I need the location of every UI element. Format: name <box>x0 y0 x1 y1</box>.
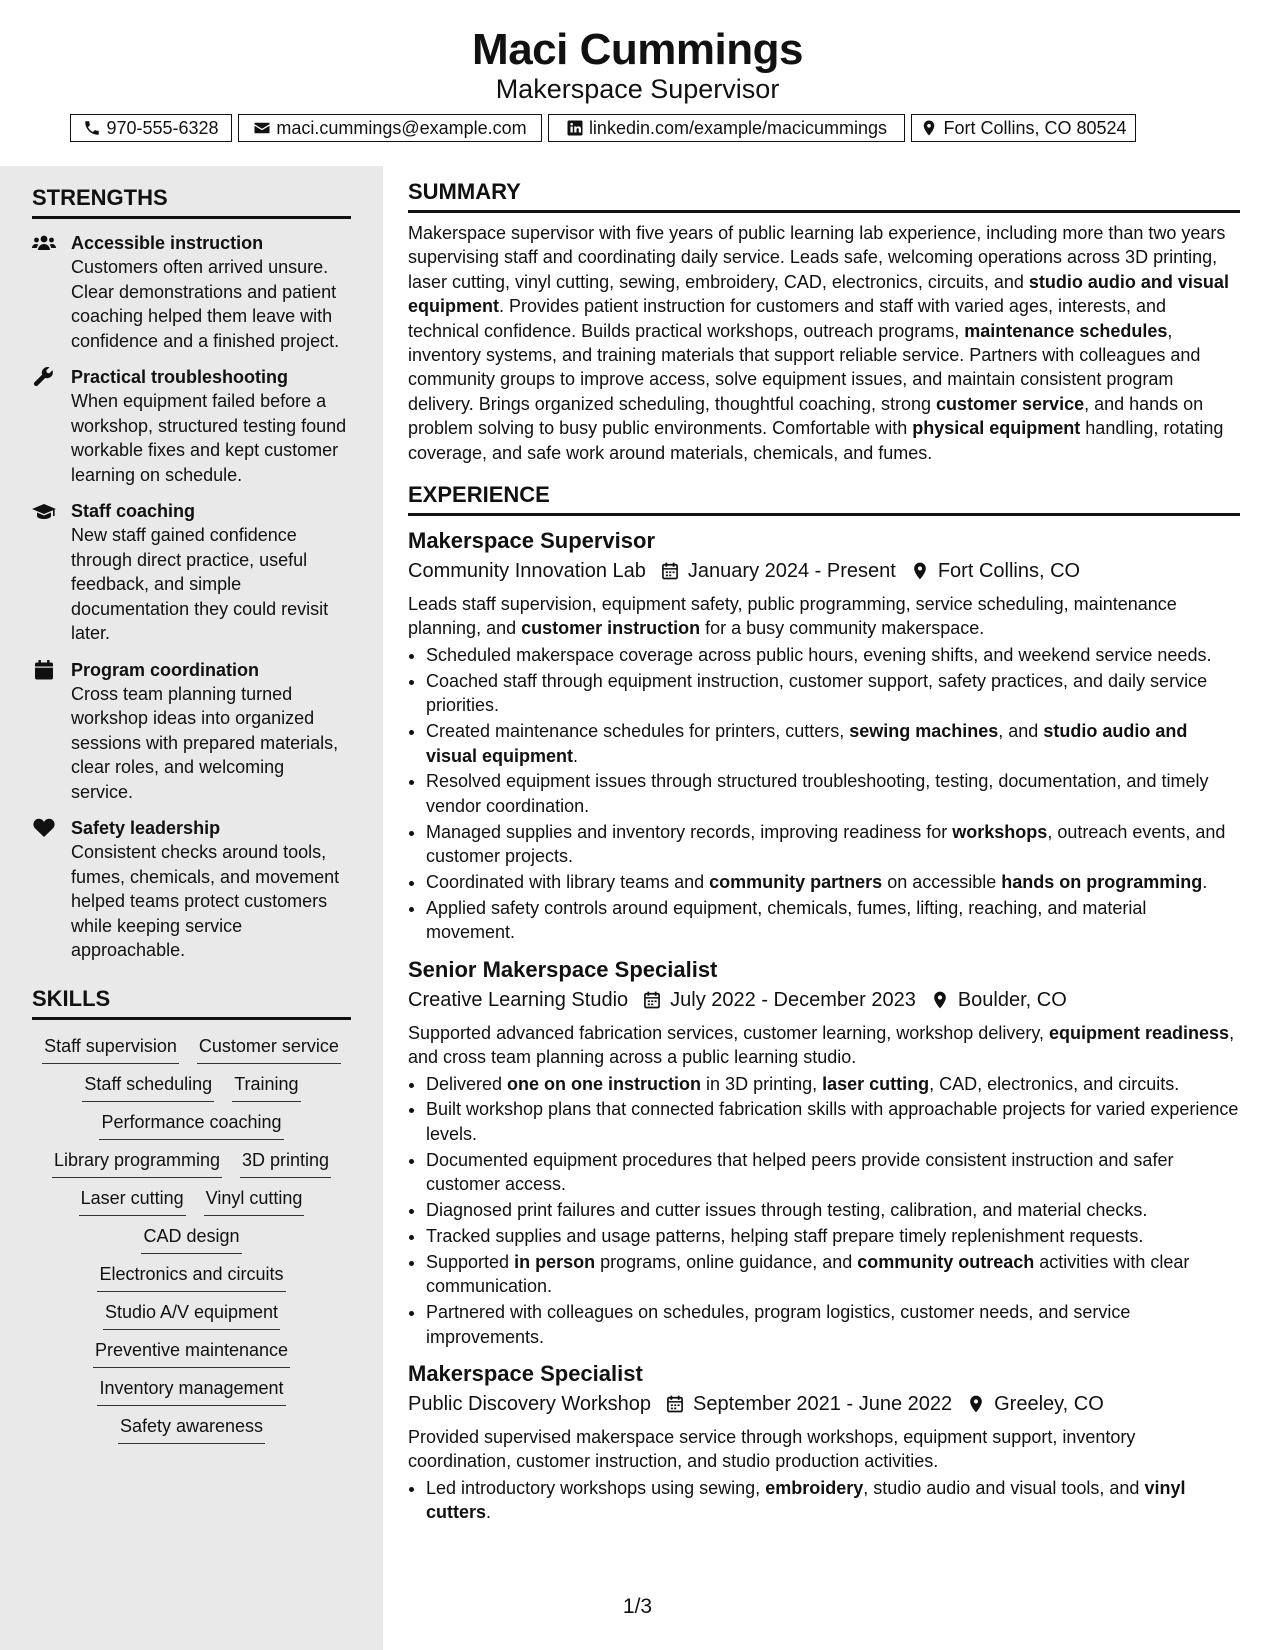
bold-text: customer service <box>936 393 1085 414</box>
text-run: programs, online guidance, and <box>595 1251 858 1272</box>
contact-phone[interactable] <box>70 114 232 142</box>
heart-icon <box>32 818 56 838</box>
bullet-item <box>426 820 1240 869</box>
text-run: for a busy community makerspace. <box>700 618 985 639</box>
contact-location <box>911 114 1136 142</box>
text-run: Supported <box>426 1251 515 1272</box>
strength-title: Program coordination <box>71 659 260 680</box>
skill-tag: Training <box>232 1072 300 1102</box>
bullet-item <box>426 1300 1240 1349</box>
job-title: Makerspace Supervisor <box>408 528 656 554</box>
bullet-item <box>426 1198 1240 1222</box>
candidate-title: Makerspace Supervisor <box>495 74 780 104</box>
text-run: Managed supplies and inventory records, improving readiness for <box>426 821 953 842</box>
skill-tag: Performance coaching <box>99 1110 283 1140</box>
bold-text: equipment readiness <box>1049 1022 1230 1043</box>
job-company: Community Innovation Lab <box>408 560 646 583</box>
calendar-icon <box>665 1394 685 1414</box>
strength-title: Staff coaching <box>71 501 196 521</box>
page-number: 1/3 <box>622 1595 653 1618</box>
skill-tag: 3D printing <box>240 1148 331 1178</box>
calendar-icon <box>32 660 56 680</box>
bold-text: community outreach <box>857 1251 1035 1272</box>
job-location: Boulder, CO <box>957 988 1067 1011</box>
skill-tag: Preventive maintenance <box>93 1338 290 1368</box>
bullet-item <box>426 719 1240 768</box>
strength-desc: Cross team planning turned workshop ideas into organized sessions with prepared materials, clear roles, and welcoming service. <box>71 683 339 802</box>
bullet-item <box>426 1250 1240 1299</box>
bold-text: workshops <box>952 821 1048 842</box>
text-run: Created maintenance schedules for printers, cutters, <box>426 721 850 742</box>
contact-bar <box>0 114 1275 144</box>
job-bullets <box>408 643 1240 945</box>
bold-text: physical equipment <box>912 418 1081 439</box>
strength-title: Practical troubleshooting <box>71 367 289 387</box>
skill-tag: CAD design <box>141 1224 241 1254</box>
job-bullets <box>408 1476 1240 1525</box>
strength-item <box>32 658 351 805</box>
strengths-heading: STRENGTHS <box>32 184 351 219</box>
job-meta <box>408 1390 1240 1418</box>
skill-tag: Studio A/V equipment <box>103 1300 280 1330</box>
job-meta <box>408 557 1240 585</box>
bold-text: vinyl cutters <box>426 1477 1186 1523</box>
wrench-icon <box>32 367 56 387</box>
strength-item <box>32 365 351 487</box>
map-pin-icon <box>966 1394 986 1414</box>
bullet-item <box>426 669 1240 718</box>
bold-text: customer instruction <box>521 618 701 639</box>
text-run: in 3D printing, <box>701 1073 823 1094</box>
job-meta <box>408 986 1240 1014</box>
bold-text: laser cutting <box>822 1073 930 1094</box>
job-bullets <box>408 1072 1240 1349</box>
bullet-item <box>426 643 1240 667</box>
main-column <box>408 178 1240 1525</box>
text-run: , and hands on problem solving to busy public environments. Comfortable with <box>408 393 1204 439</box>
text-run: Led introductory workshops using sewing, <box>426 1477 766 1498</box>
bullet-item <box>426 1148 1240 1197</box>
text-run: Resolved equipment issues through structured troubleshooting, testing, documentation, and timely vendor coordination. <box>426 771 1209 816</box>
job-description <box>408 1425 1240 1474</box>
job-location: Greeley, CO <box>994 1393 1104 1416</box>
bullet-item <box>426 1072 1240 1096</box>
strength-item <box>32 231 351 353</box>
skill-tag: Laser cutting <box>79 1186 186 1216</box>
job-location: Fort Collins, CO <box>937 560 1081 583</box>
bullet-item <box>426 1476 1240 1525</box>
text-run: Scheduled makerspace coverage across public hours, evening shifts, and weekend service needs. <box>426 644 1212 665</box>
strength-title: Safety leadership <box>71 818 221 838</box>
text-run: Partnered with colleagues on schedules, program logistics, customer needs, and service improvements. <box>426 1302 1131 1347</box>
users-icon <box>32 233 56 253</box>
skill-tag: Inventory management <box>97 1376 285 1406</box>
contact-phone-text: 970-555-6328 <box>106 117 219 138</box>
phone-icon <box>83 119 101 137</box>
summary-heading: SUMMARY <box>408 178 1240 213</box>
text-run: Applied safety controls around equipment, chemicals, fumes, lifting, reaching, and material movement. <box>426 897 1147 943</box>
skill-tag: Customer service <box>197 1034 341 1064</box>
linkedin-icon <box>566 119 584 137</box>
candidate-name: Maci Cummings <box>472 25 803 74</box>
text-run: . <box>486 1502 492 1523</box>
strength-item <box>32 816 351 963</box>
contact-email-text: maci.cummings@example.com <box>276 117 527 138</box>
text-run: Leads staff supervision, equipment safety, public programming, service scheduling, maintenance planning, and <box>408 594 1177 639</box>
contact-location-text: Fort Collins, CO 80524 <box>943 117 1127 138</box>
text-run: . Provides patient instruction for customers and staff with varied ages, interests, and technical confidence. Builds practical workshops, outreach programs, <box>408 296 1167 341</box>
text-run: Diagnosed print failures and cutter issues through testing, calibration, and material checks. <box>426 1200 1148 1221</box>
bullet-item <box>426 896 1240 945</box>
skill-tag: Staff scheduling <box>82 1072 214 1102</box>
bullet-item <box>426 769 1240 818</box>
strength-desc: When equipment failed before a workshop, structured testing found workable fixes and kept customer learning on schedule. <box>71 391 347 485</box>
bullet-item <box>426 1097 1240 1146</box>
bold-text: sewing machines <box>849 721 999 742</box>
strength-desc: New staff gained confidence through direct practice, useful feedback, and simple documentation they could revisit later. <box>71 525 329 643</box>
job-company: Creative Learning Studio <box>408 988 629 1011</box>
bullet-item <box>426 1224 1240 1248</box>
envelope-icon <box>253 119 271 137</box>
job-entry <box>408 526 1240 945</box>
skill-tag: Electronics and circuits <box>97 1262 285 1292</box>
map-pin-icon <box>930 990 950 1010</box>
job-entry <box>408 1359 1240 1525</box>
text-run: , outreach events, and customer projects. <box>426 821 1226 867</box>
strength-desc: Customers often arrived unsure. Clear demonstrations and patient coaching helped them leave with confidence and a finished project. <box>71 257 340 351</box>
bold-text: one on one instruction <box>507 1073 702 1094</box>
bold-text: studio audio and visual equipment <box>408 271 1229 317</box>
text-run: Tracked supplies and usage patterns, helping staff prepare timely replenishment requests. <box>426 1226 1144 1246</box>
skills-list <box>32 1026 351 1444</box>
job-title: Senior Makerspace Specialist <box>408 956 718 982</box>
text-run: . <box>1202 872 1208 893</box>
job-title: Makerspace Specialist <box>408 1361 643 1387</box>
resume-header <box>0 0 1275 160</box>
job-dates: July 2022 - December 2023 <box>670 988 916 1011</box>
text-run: Documented equipment procedures that helped peers provide consistent instruction and safer customer access. <box>426 1149 1174 1195</box>
contact-linkedin[interactable] <box>548 114 905 142</box>
skills-heading: SKILLS <box>32 985 351 1020</box>
job-description <box>408 1021 1240 1070</box>
job-dates: January 2024 - Present <box>687 560 896 583</box>
text-run: handling, rotating coverage, and safe work around materials, chemicals, and fumes. <box>408 418 1224 463</box>
graduation-cap-icon <box>32 501 56 521</box>
skill-tag: Library programming <box>52 1148 222 1178</box>
bold-text: embroidery <box>765 1477 864 1498</box>
text-run: . <box>573 745 579 766</box>
bold-text: hands on programming <box>1001 872 1203 893</box>
text-run: , CAD, electronics, and circuits. <box>929 1073 1180 1094</box>
job-description <box>408 592 1240 641</box>
text-run: , studio audio and visual tools, and <box>863 1477 1145 1498</box>
strength-title: Accessible instruction <box>71 233 264 253</box>
bold-text: studio audio and visual equipment <box>426 721 1188 766</box>
job-company: Public Discovery Workshop <box>408 1393 652 1416</box>
contact-email[interactable] <box>238 114 542 142</box>
calendar-icon <box>642 990 662 1010</box>
text-run: Provided supervised makerspace service through workshops, equipment support, inventory coordination, customer instruction, and studio production activities. <box>408 1427 1136 1472</box>
text-run: , and cross team planning across a public learning studio. <box>408 1022 1235 1068</box>
map-pin-icon <box>920 119 938 137</box>
text-run: on accessible <box>882 872 1002 893</box>
job-entry <box>408 955 1240 1349</box>
bold-text: maintenance schedules <box>964 320 1168 341</box>
contact-linkedin-text: linkedin.com/example/macicummings <box>588 117 888 138</box>
text-run: Delivered <box>426 1073 508 1094</box>
job-dates: September 2021 - June 2022 <box>693 1393 953 1416</box>
strength-item <box>32 499 351 646</box>
text-run: Supported advanced fabrication services, customer learning, workshop delivery, <box>408 1022 1049 1043</box>
bold-text: community partners <box>709 872 883 893</box>
text-run: Built workshop plans that connected fabrication skills with approachable projects for varied experience levels. <box>426 1099 1239 1144</box>
text-run: Coached staff through equipment instruction, customer support, safety practices, and daily service priorities. <box>426 670 1208 716</box>
skill-tag: Staff supervision <box>42 1034 179 1064</box>
map-pin-icon <box>910 561 930 581</box>
sidebar <box>0 166 383 1650</box>
text-run: Makerspace supervisor with five years of public learning lab experience, including more than two years supervising staff and coordinating daily service. Leads safe, welcoming operations across 3D printing, laser cutting, vinyl cutting, sewing, embroidery, CAD, electronics, circuits, and <box>408 223 1226 292</box>
bold-text: in person <box>514 1251 596 1272</box>
summary-text <box>408 221 1240 465</box>
bullet-item <box>426 870 1240 894</box>
text-run: Coordinated with library teams and <box>426 872 710 893</box>
skill-tag: Safety awareness <box>118 1414 265 1444</box>
text-run: , and <box>998 721 1044 742</box>
calendar-icon <box>660 561 680 581</box>
skill-tag: Vinyl cutting <box>204 1186 305 1216</box>
strength-desc: Consistent checks around tools, fumes, chemicals, and movement helped teams protect customers while keeping service approachable. <box>71 842 340 960</box>
experience-heading: EXPERIENCE <box>408 481 1240 516</box>
text-run: activities with clear communication. <box>426 1251 1190 1297</box>
text-run: , inventory systems, and training materials that support reliable service. Partners with colleagues and community groups to improve access, solve equipment issues, and maintain consistent program delivery. Brings organized scheduling, thoughtful coaching, strong <box>408 320 1201 414</box>
